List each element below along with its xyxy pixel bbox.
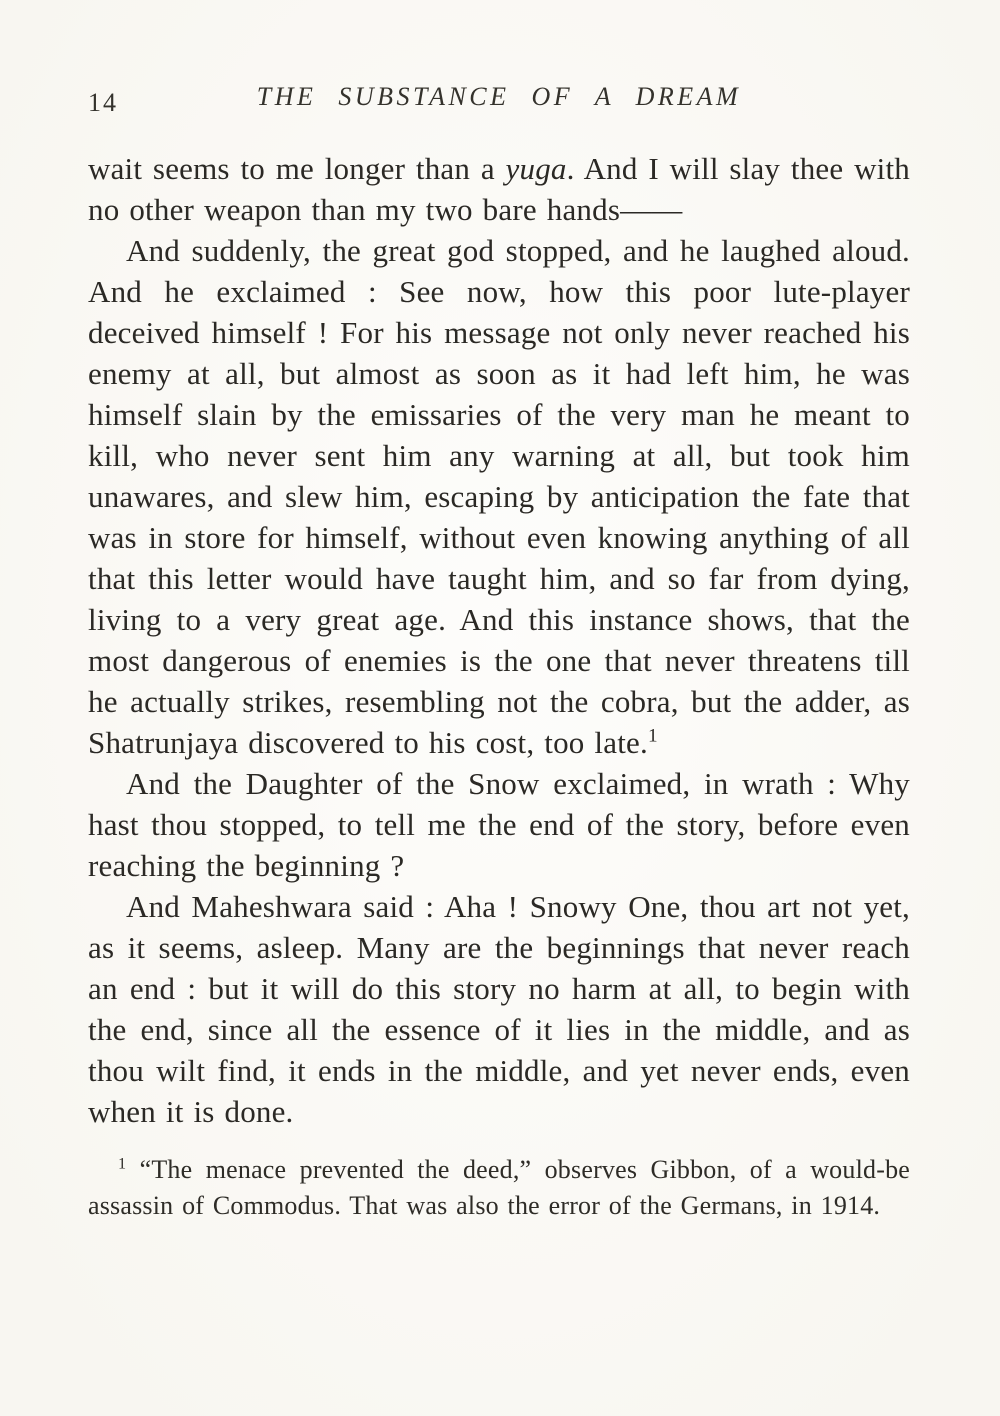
footnote-text: “The menace prevented the deed,” observes Gibbon, of a would-be assassin of Commodus. That was also the error of the Germans, in 1914. — [88, 1155, 911, 1220]
footnote — [88, 1152, 910, 1224]
running-title: THE SUBSTANCE OF A DREAM — [256, 82, 742, 111]
footnote-number: 1 — [118, 1155, 127, 1173]
page-body — [88, 148, 910, 1224]
italic-term: yuga — [505, 151, 567, 186]
text-run: And suddenly, the great god stopped, and he laughed aloud. And he exclaimed : See now, how this poor lute-player deceived himself ! For his message not only never reached his enemy at all, but almost as soon as it had left him, he was himself slain by the emissaries of the very man he meant to kill, who never sent him any warning at all, but took him unawares, and slew him, escaping by anticipation the fate that was in store for himself, without even knowing anything of all that this letter would have taught him, and so far from dying, living to a very great age. And this instance shows, that the most dangerous of enemies is the one that never threatens till he actually strikes, resembling not the cobra, but the adder, as Shatrunjaya discovered to his cost, too late. — [88, 233, 910, 760]
paragraph — [88, 230, 910, 763]
text-run: wait seems to me longer than a — [88, 151, 506, 186]
footnote-reference: 1 — [647, 725, 658, 747]
page-header — [88, 82, 910, 122]
paragraph: And the Daughter of the Snow exclaimed, in wrath : Why hast thou stopped, to tell me the end of the story, before even reaching the beginning ? — [88, 766, 910, 883]
paragraph: And Maheshwara said : Aha ! Snowy One, thou art not yet, as it seems, asleep. Many are the beginnings that never reach an end : but it will do this story no harm at all, to begin with the end, since all the essence of it lies in the middle, and as thou wilt find, it ends in the middle, and yet never ends, even when it is done. — [88, 889, 910, 1129]
page-number: 14 — [88, 88, 118, 117]
paragraph-continuation — [88, 148, 910, 230]
text-run: . And I will slay thee with no other weapon than my two bare hands—— — [88, 151, 910, 227]
